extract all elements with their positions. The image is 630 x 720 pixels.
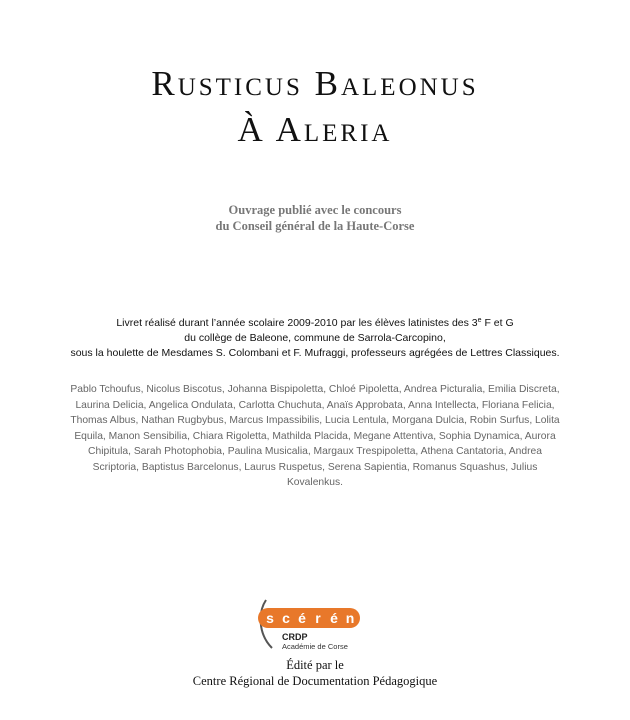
academie-label: Académie de Corse — [282, 642, 348, 651]
logo-letter: c — [282, 610, 290, 626]
sceren-crdp-logo — [252, 590, 362, 656]
logo-letter: s — [266, 610, 274, 626]
livret-credits — [0, 316, 630, 361]
ordinal-superscript: e — [477, 317, 482, 324]
livret-line-2: du collège de Baleone, commune de Sarrola-Carcopino, — [184, 332, 446, 344]
logo-letter: n — [345, 610, 355, 626]
logo-letter: é — [330, 610, 338, 626]
concours-line-1: Ouvrage publié avec le concours — [228, 203, 402, 217]
logo-letter: é — [298, 610, 306, 626]
crdp-label: CRDP — [282, 632, 308, 642]
student-names-list: Pablo Tchoufus, Nicolus Biscotus, Johanna Bispipoletta, Chloé Pipoletta, Andrea Picturalia, Emilia Discreta, Laurina Delicia, Angelica Ondulata, Carlotta Chuchuta, Anaïs Approbata, Anna Intellecta, Floriana Felicia, Thomas Albus, Nathan Rugbybus, Marcus Impassibilis, Lucia Lentula, Morgana Dulcia, Robin Surfus, Lolita Equila, Manon Sensibilia, Chiara Rigoletta, Mathilda Placida, Megane Attentiva, Sophia Dynamica, Aurora Chipitula, Sarah Photophobia, Paulina Musicalia, Margaux Trespipoletta, Athena Cantatoria, Andrea Scriptoria, Baptistus Barcelonus, Laurus Ruspetus, Serena Sapientia, Romanus Squashus, Julius Kovalenkus. — [70, 384, 560, 488]
edited-by: Édité par le — [286, 658, 344, 672]
livret-line-3: sous la houlette de Mesdames S. Colombani et F. Mufraggi, professeurs agrégées de Lettres Classiques. — [70, 347, 560, 359]
livret-line-1-end: F et G — [481, 317, 514, 329]
book-title-line-2: À Aleria — [237, 110, 393, 149]
concours-line-2: du Conseil général de la Haute-Corse — [215, 219, 415, 233]
livret-line-1 — [0, 316, 630, 331]
livret-line-1-text: Livret réalisé durant l’année scolaire 2009-2010 par les élèves latinistes des 3 — [116, 317, 478, 329]
publisher-name: Centre Régional de Documentation Pédagogique — [192, 674, 438, 688]
concours-notice — [0, 202, 630, 234]
book-title-line-1: Rusticus Baleonus — [151, 64, 479, 103]
logo-letter: r — [315, 610, 321, 626]
